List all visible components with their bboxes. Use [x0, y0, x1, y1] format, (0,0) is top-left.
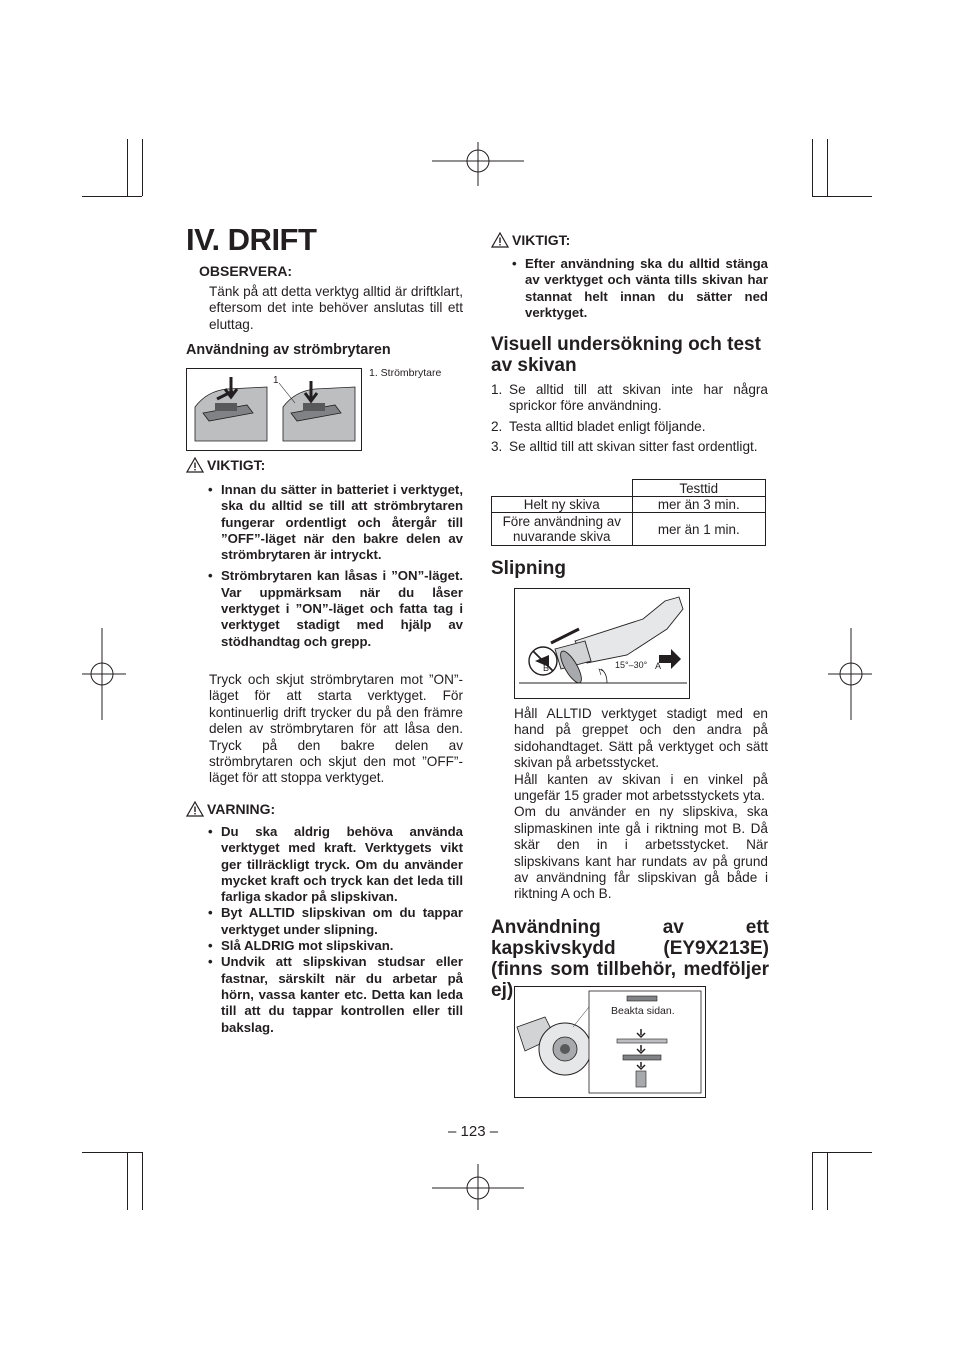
viktigt-left-bullets	[208, 482, 463, 650]
registration-mark-top	[432, 142, 524, 186]
guard-figure-caption: Beakta sidan.	[611, 1005, 675, 1017]
varning-bullet: • Slå ALDRIG mot slipskivan.	[208, 938, 394, 954]
switch-callout-number: 1	[273, 375, 279, 386]
registration-mark-left	[82, 628, 126, 720]
table-row	[492, 497, 766, 513]
varning-label-row	[186, 801, 275, 817]
angle-label: 15°–30°	[615, 660, 648, 670]
guard-figure	[514, 986, 706, 1098]
visual-list	[491, 382, 768, 460]
slipning-heading: Slipning	[491, 558, 566, 579]
table-cell-label: Före användning av nuvarande skiva	[492, 513, 633, 546]
page-number: – 123 –	[448, 1123, 499, 1140]
warning-icon	[186, 801, 204, 817]
list-item: 3. Se alltid till att skivan sitter fast ordentligt.	[491, 439, 758, 455]
grinding-figure	[514, 588, 690, 699]
slipning-paragraph: Om du använder en ny slipskiva, ska slipmaskinen inte gå i riktning mot B. Då skär den in i arbetsstycket. När slipskivans kant har rundats av på grund av användning får slipskivan gå både i riktning A och B.	[514, 804, 768, 902]
table-corner-cell	[492, 480, 633, 497]
observera-text: Tänk på att detta verktyg alltid är driftklart, eftersom det inte behöver anslutas till ett eluttag.	[209, 284, 463, 332]
varning-bullet: • Du ska aldrig behöva använda verktyget med kraft. Verktygets vikt ger tillräckligt tryck. Om du använder mycket kraft och tryck kan det leda till farliga skador på slipskivan.	[208, 824, 463, 905]
direction-b-label: B	[543, 663, 550, 673]
varning-bullets	[208, 824, 463, 1036]
observera-label: OBSERVERA:	[199, 263, 293, 279]
slipning-paragraph: Håll kanten av skivan i en vinkel på ungefär 15 grader mot arbetsstyckets yta.	[514, 771, 768, 804]
viktigt-right-label-row	[491, 232, 570, 248]
viktigt-bullet: • Innan du sätter in batteriet i verktyget, ska du alltid se till att strömbrytaren fungerar ordentligt och återgår till ”OFF”-läget när den bakre delen av strömbrytaren är intryckt.	[208, 482, 463, 563]
varning-bullet: • Byt ALLTID slipskivan om du tappar verktyget under slipning.	[208, 905, 463, 937]
visual-heading: Visuell undersökning och test av skivan	[491, 334, 761, 376]
page-title: IV. DRIFT	[186, 222, 317, 257]
warning-icon	[186, 457, 204, 473]
viktigt-bullet: • Strömbrytaren kan låsas i ”ON”-läget. Var uppmärksam när du låser verktyget i ”ON”-läget och fatta tag i verktyget stadigt med hjälp av stödhandtag och grepp.	[208, 568, 463, 649]
slipning-paragraph: Håll ALLTID verktyget stadigt med en hand på greppet och den andra på sidohandtaget. Sätt på verktyget och sätt skivan på arbetsstycket.	[514, 706, 768, 771]
table-row	[492, 513, 766, 546]
warning-icon	[491, 232, 509, 248]
switch-paragraph: Tryck och skjut strömbrytaren mot ”ON”-läget för att starta verktyget. För kontinuerlig drift trycker du på den främre delen av strömbrytaren för att låsa den. Tryck på den bakre delen av strömbrytaren och skjut den mot ”OFF”-läget för att stoppa verktyget.	[209, 672, 463, 786]
slipning-text	[514, 706, 768, 903]
varning-bullet: • Undvik att slipskivan studsar eller fastnar, särskilt när du arbetar på hörn, vassa kanter etc. Detta kan leda till att du tappar kontrollen eller till bakslag.	[208, 954, 463, 1035]
viktigt-right-bullet: • Efter användning ska du alltid stänga av verktyget och vänta tills skivan har stannat helt innan du sätter ned verktyget.	[512, 256, 768, 320]
direction-a-label: A	[655, 661, 662, 671]
viktigt-left-label: VIKTIGT:	[207, 457, 266, 473]
kapskiv-heading: Användning av ett kapskivskydd (EY9X213E) (finns som tillbehör, medföljer ej)	[491, 917, 769, 1001]
table-header-cell: Testtid	[632, 480, 766, 497]
viktigt-right-label: VIKTIGT:	[512, 232, 571, 248]
test-time-table	[491, 479, 766, 546]
table-cell-label: Helt ny skiva	[492, 497, 633, 513]
table-cell-value: mer än 3 min.	[632, 497, 766, 513]
varning-label: VARNING:	[207, 801, 276, 817]
viktigt-right-bullets	[512, 256, 768, 321]
switch-figure-caption: 1. Strömbrytare	[369, 367, 442, 379]
viktigt-left-label-row	[186, 457, 265, 473]
registration-mark-bottom	[432, 1164, 524, 1210]
grinding-illustration	[515, 589, 689, 698]
switch-heading: Användning av strömbrytaren	[186, 342, 391, 358]
list-item: 2. Testa alltid bladet enligt följande.	[491, 418, 706, 434]
registration-mark-right	[828, 628, 872, 720]
list-item: 1. Se alltid till att skivan inte har några sprickor före användning.	[491, 382, 768, 414]
guard-illustration	[515, 987, 705, 1097]
switch-figure	[186, 368, 362, 451]
table-cell-value: mer än 1 min.	[632, 513, 766, 546]
